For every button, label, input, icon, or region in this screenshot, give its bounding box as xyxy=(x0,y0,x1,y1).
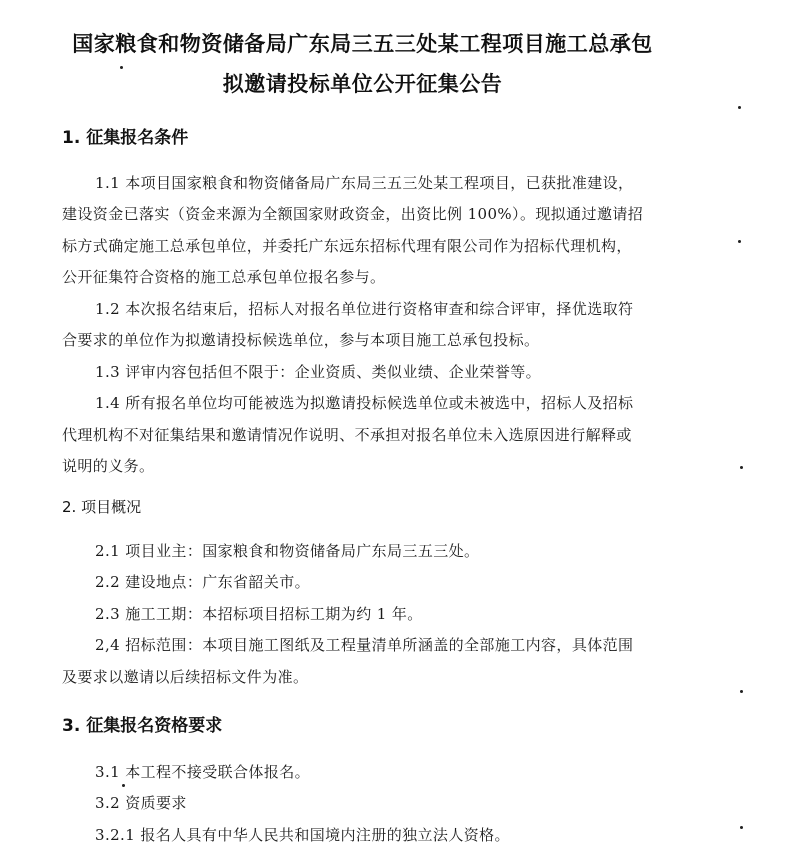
document-title-line-1: 国家粮食和物资储备局广东局三五三处某工程项目施工总承包 xyxy=(72,32,653,56)
project-item: 2.3 施工工期：本招标项目招标工期为约 1 年。 xyxy=(95,605,423,623)
scan-speck xyxy=(122,784,125,787)
section-3-heading: 3. 征集报名资格要求 xyxy=(62,716,223,736)
project-item: 2.1 项目业主：国家粮食和物资储备局广东局三五三处。 xyxy=(95,542,480,560)
scan-speck xyxy=(740,690,743,693)
paragraph-1-4-line: 说明的义务。 xyxy=(62,457,155,475)
scan-speck xyxy=(740,826,743,829)
paragraph-1-4-line: 代理机构不对征集结果和邀请情况作说明、不承担对报名单位未入选原因进行解释或 xyxy=(62,426,632,444)
paragraph-1-1-line: 1.1 本项目国家粮食和物资储备局广东局三五三处某工程项目，已获批准建设， xyxy=(95,174,634,192)
paragraph-1-4-line: 1.4 所有报名单位均可能被选为拟邀请投标候选单位或未被选中，招标人及招标 xyxy=(95,394,634,412)
scan-speck xyxy=(740,466,743,469)
qualification-item: 3.2.1 报名人具有中华人民共和国境内注册的独立法人资格。 xyxy=(95,826,510,844)
scan-speck xyxy=(120,66,123,69)
scan-speck xyxy=(738,240,741,243)
paragraph-1-1-line: 公开征集符合资格的施工总承包单位报名参与。 xyxy=(62,268,386,286)
paragraph-1-2-line: 1.2 本次报名结束后，招标人对报名单位进行资格审查和综合评审，择优选取符 xyxy=(95,300,634,318)
project-item: 及要求以邀请以后续招标文件为准。 xyxy=(62,668,309,686)
section-1-heading: 1. 征集报名条件 xyxy=(62,128,189,148)
section-2-heading: 2. 项目概况 xyxy=(62,498,142,516)
scan-speck xyxy=(738,106,741,109)
paragraph-1-3-line: 1.3 评审内容包括但不限于：企业资质、类似业绩、企业荣誉等。 xyxy=(95,363,542,381)
project-item: 2,4 招标范围：本项目施工图纸及工程量清单所涵盖的全部施工内容，具体范围 xyxy=(95,636,634,654)
qualification-item: 3.2 资质要求 xyxy=(95,794,187,812)
project-item: 2.2 建设地点：广东省韶关市。 xyxy=(95,573,311,591)
paragraph-1-2-line: 合要求的单位作为拟邀请投标候选单位，参与本项目施工总承包投标。 xyxy=(62,331,540,349)
paragraph-1-1-line: 标方式确定施工总承包单位，并委托广东远东招标代理有限公司作为招标代理机构， xyxy=(62,237,632,255)
qualification-item: 3.1 本工程不接受联合体报名。 xyxy=(95,763,311,781)
paragraph-1-1-line: 建设资金已落实（资金来源为全额国家财政资金，出资比例 100%）。现拟通过邀请招 xyxy=(62,205,644,223)
document-title-line-2: 拟邀请投标单位公开征集公告 xyxy=(222,72,503,96)
